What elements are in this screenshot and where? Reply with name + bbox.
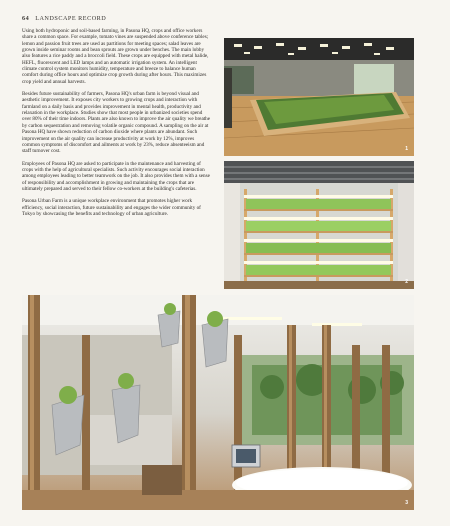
photo-number-1: 1 — [405, 146, 408, 152]
paragraph-4: Pasona Urban Farm is a unique workplace environment that promotes higher work efficiency, social interaction, future sustainability and engages the wider community of Tokyo by showcasing the benefits and technology of urban agriculture. — [22, 198, 201, 217]
photo-number-2: 2 — [405, 279, 408, 285]
photo-hydroponic-image — [224, 161, 414, 289]
running-title: LANDSCAPE RECORD — [35, 14, 107, 22]
photo-rice-paddy-image — [224, 38, 414, 156]
paragraph-2: Besides future sustainability of farmers, Pasona HQ's urban farm is beyond visual and aesthetic improvement. It exposes city workers to growing crops and interaction with farmland on a daily basis and provides improvement in mental health, productivity and relaxation in the workplace. Studies show that most people in urbanized societies spend over 80% of their time indoors. Plants are also known to improve the air quality we breathe by carbon sequestration and removing volatile organic compound. A sampling on the air at Pasona HQ have shown reduction of carbon dioxide where plants are abundant. Such improvement on the air quality can increase productivity at work by 12%, improves common symptoms of discomfort and ailments at work by 23%, reduce absenteeism and staff turnover cost. — [22, 91, 211, 155]
page-number: 64 — [22, 14, 30, 22]
photo-office-planters — [22, 295, 414, 510]
body-text-column — [22, 28, 212, 223]
photo-office-image — [22, 295, 414, 510]
running-header — [22, 13, 106, 23]
photo-hydroponic-shelves — [224, 161, 414, 289]
photo-rice-paddy — [224, 38, 414, 156]
paragraph-3: Employees of Pasona HQ are asked to participate in the maintenance and harvesting of crops with the help of agricultural specialists. Such activity encourages social interaction among employees leading to better teamwork on the job. It also provides them with a sense of responsibility and accomplishment in growing and maintaining the crops that are ultimately prepared and served to their fellow co-workers at the building's cafeterias. — [22, 160, 210, 192]
photo-number-3: 3 — [405, 500, 408, 506]
paragraph-1: Using both hydroponic and soil-based farming, in Pasona HQ, crops and office workers share a common space. For example, tomato vines are suspended above conference tables; lemon and passion fruit trees are used as partitions for meeting spaces; salad leaves are grown inside seminar rooms and bean sprouts are grown under benches. The main lobby also features a rice paddy and a broccoli field. These crops are equipped with metal halide, HEFL, fluorescent and LED lamps and an automatic irrigation system. An intelligent climate control system monitors humidity, temperature and breeze to balance human comfort during office hours and optimize crop growth during after hours. This maximizes crop yield and annual harvests. — [22, 28, 209, 85]
